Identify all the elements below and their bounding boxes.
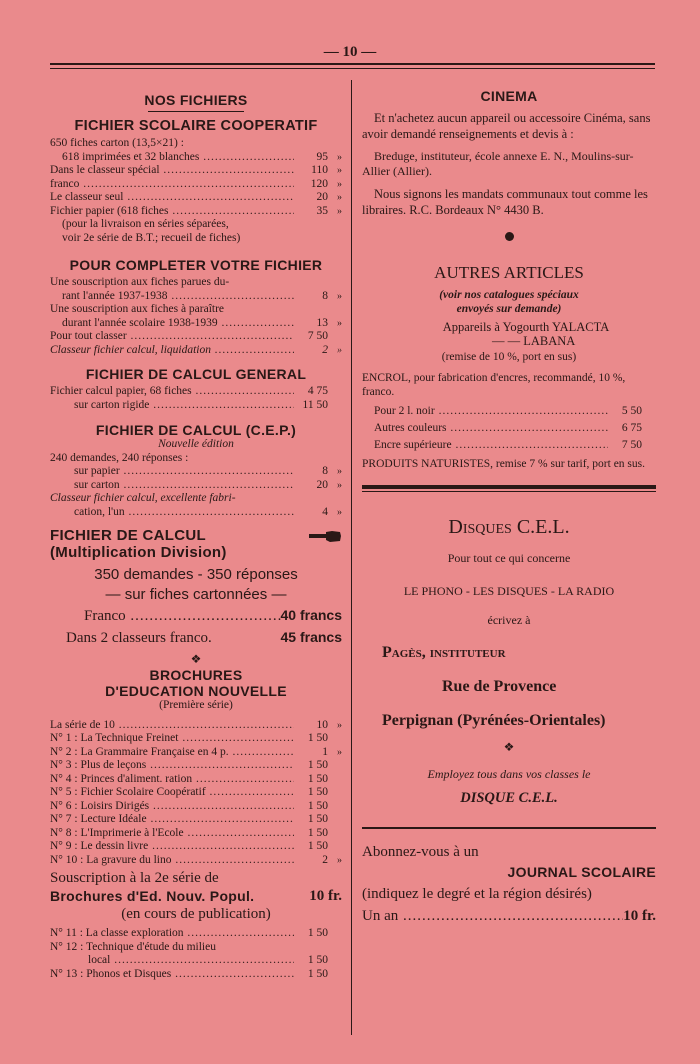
price-row: N° 11 : La classe exploration ..... 1 50 — [50, 927, 342, 941]
price-row: Dans 2 classeurs franco. 45 francs — [66, 629, 342, 646]
price-row: N° 6 : Loisirs Dirigés ..... 1 50 — [50, 800, 342, 814]
disques-line: Pour tout ce qui concerne — [447, 550, 571, 565]
souscription-label: Brochures d'Ed. Nouv. Popul. — [50, 888, 255, 904]
section-title-autres: AUTRES ARTICLES — [434, 263, 584, 282]
page-number: — 10 — — [323, 44, 377, 60]
price-row: N° 4 : Princes d'aliment. ration ..... 1 50 — [50, 773, 342, 787]
price-row: Autres couleurs ..... 6 75 — [374, 420, 656, 437]
cinema-contact: Breduge, instituteur, école annexe E. N., Moulins-sur-Allier (Allier). — [362, 149, 634, 178]
price-row: La série de 10 ..... 10 » — [50, 719, 342, 733]
disques-contact-street: Rue de Provence — [442, 677, 557, 695]
price-row: Encre supérieure ..... 7 50 — [374, 437, 656, 454]
text-line: Une souscription aux fiches à paraître — [50, 303, 225, 315]
subtitle-fichier-scolaire: FICHIER SCOLAIRE COOPERATIF — [74, 118, 318, 134]
calcul-div-title-row — [50, 527, 342, 544]
column-divider — [351, 80, 352, 1035]
price-row: N° 10 : La gravure du lino ..... 2 » — [50, 854, 342, 868]
autres-sub: (voir nos catalogues spéciaux — [439, 289, 579, 301]
encre-price-list — [362, 403, 656, 454]
price-row: Classeur fichier calcul, liquidation ..... 2 » — [50, 344, 342, 358]
price-row: N° 9 : Le dessin livre ..... 1 50 — [50, 840, 342, 854]
title-underline — [148, 111, 244, 112]
souscription-line: Souscription à la 2e série de — [50, 870, 219, 886]
journal-scolaire: JOURNAL SCOLAIRE — [507, 863, 656, 880]
price-row: franco ..... 120 » — [50, 178, 342, 192]
yogourth-line: Appareils à Yogourth YALACTA — [442, 320, 610, 334]
price-row: Dans le classeur spécial ..... 110 » — [50, 164, 342, 178]
pointing-hand-icon — [308, 529, 342, 543]
disques-brand: DISQUE C.E.L. — [460, 789, 558, 806]
price-row: Fichier calcul papier, 68 fiches ..... 4 75 — [50, 385, 342, 399]
souscription-note: (en cours de publication) — [121, 906, 271, 922]
price-row: Pour tout classer ..... 7 50 — [50, 330, 342, 344]
price-row: N° 7 : Lecture Idéale ..... 1 50 — [50, 813, 342, 827]
disques-line: Employez tous dans vos classes le — [427, 766, 591, 781]
top-rule — [50, 63, 655, 65]
right-column — [362, 88, 656, 927]
ornament-icon: ❖ — [190, 652, 202, 666]
abonnez-price-row: Un an ..... 10 fr. — [362, 905, 656, 927]
section-title-brochures-2: D'EDUCATION NOUVELLE — [105, 683, 287, 699]
price-row: sur papier ..... 8 » — [50, 465, 342, 479]
cinema-paragraph: Et n'achetez aucun appareil ou accessoire Cinéma, sans avoir demandé renseignements et devis à : — [362, 111, 651, 141]
section-title-calcul-div: FICHIER DE CALCUL — [50, 527, 206, 544]
separator-rule-thin — [362, 827, 656, 829]
section-title-completer: POUR COMPLETER VOTRE FICHIER — [69, 257, 323, 273]
price-row: N° 13 : Phonos et Disques ..... 1 50 — [50, 968, 342, 982]
section-subtitle-calcul-div: (Multiplication Division) — [50, 544, 227, 561]
section-title-calcul-cep: FICHIER DE CALCUL (C.E.P.) — [95, 422, 297, 438]
price-row: 618 imprimées et 32 blanches ..... 95 » — [50, 151, 342, 165]
text-line: 350 demandes - 350 réponses — [94, 566, 298, 583]
abonnez-line: Abonnez-vous à un — [362, 843, 479, 860]
price-row: cation, l'un ..... 4 » — [50, 506, 342, 520]
price-row: N° 2 : La Grammaire Française en 4 p. ..... 1 » — [50, 746, 342, 760]
intro-line: 240 demandes, 240 réponses : — [50, 451, 189, 464]
disques-contact-name: Pagès, instituteur — [382, 643, 506, 661]
note-line: (pour la livraison en séries séparées, — [62, 218, 229, 230]
edition-line: Nouvelle édition — [158, 438, 234, 450]
price-row: N° 3 : Plus de leçons ..... 1 50 — [50, 759, 342, 773]
price-row: Fichier papier (618 fiches ..... 35 » — [50, 205, 342, 219]
serie-line: (Première série) — [159, 699, 233, 711]
text-line: — sur fiches cartonnées — — [105, 586, 287, 603]
top-rule-thin — [50, 68, 655, 69]
section-title-disques: Disques C.E.L. — [448, 515, 570, 538]
text-line: Une souscription aux fiches parues du- — [50, 276, 230, 288]
price-row: N° 8 : L'Imprimerie à l'Ecole ..... 1 50 — [50, 827, 342, 841]
disques-line: écrivez à — [487, 612, 531, 627]
price-row: sur carton ..... 20 » — [50, 479, 342, 493]
yogourth-line-2: — — LABANA — [492, 334, 576, 348]
price-row: N° 5 : Fichier Scolaire Coopératif ..... 1 50 — [50, 786, 342, 800]
section-title-brochures: BROCHURES — [149, 667, 243, 683]
price-row: Pour 2 l. noir ..... 5 50 — [374, 403, 656, 420]
bullet-icon — [505, 232, 514, 241]
autres-sub: envoyés sur demande) — [456, 302, 562, 315]
abonnez-note: (indiquez le degré et la région désirés) — [362, 885, 592, 902]
remise-line: (remise de 10 %, port en sus) — [441, 351, 577, 363]
disques-contact-city: Perpignan (Pyrénées-Orientales) — [382, 711, 606, 729]
cinema-note: Nous signons les mandats communaux tout comme les libraires. R.C. Bordeaux N° 4430 B. — [362, 187, 648, 217]
text-line: N° 12 : Technique d'étude du milieu — [50, 940, 216, 953]
intro-line: 650 fiches carton (13,5×21) : — [50, 137, 184, 149]
disques-line: LE PHONO - LES DISQUES - LA RADIO — [403, 583, 615, 598]
price-row: durant l'année scolaire 1938-1939 ..... 13 » — [50, 317, 342, 331]
left-column — [50, 92, 342, 981]
produits-line: PRODUITS NATURISTES, remise 7 % sur tarif, port en sus. — [362, 457, 646, 470]
price-row: N° 1 : La Technique Freinet ..... 1 50 — [50, 732, 342, 746]
section-title-cinema: CINEMA — [480, 88, 538, 104]
price-row: local ..... 1 50 — [50, 954, 342, 968]
price-row: Franco ..... 40 francs — [50, 605, 342, 627]
encrol-line: ENCROL, pour fabrication d'encres, recommandé, 10 %, franco. — [362, 371, 626, 398]
text-line: Classeur fichier calcul, excellente fabri- — [50, 492, 236, 504]
souscription-price: 10 fr. — [309, 888, 342, 904]
note-line: voir 2e série de B.T.; recueil de fiches) — [62, 231, 241, 244]
price-row: rant l'année 1937-1938 ..... 8 » — [50, 290, 342, 304]
price-row: Le classeur seul ..... 20 » — [50, 191, 342, 205]
price-row: sur carton rigide ..... 11 50 — [50, 399, 342, 413]
brochure-list — [50, 719, 342, 868]
section-title-calcul-general: FICHIER DE CALCUL GENERAL — [85, 366, 307, 382]
separator-rule — [362, 485, 656, 492]
souscription-price-row — [50, 887, 342, 905]
ornament-icon: ❖ — [503, 739, 515, 754]
section-title-nos-fichiers: NOS FICHIERS — [144, 92, 248, 108]
